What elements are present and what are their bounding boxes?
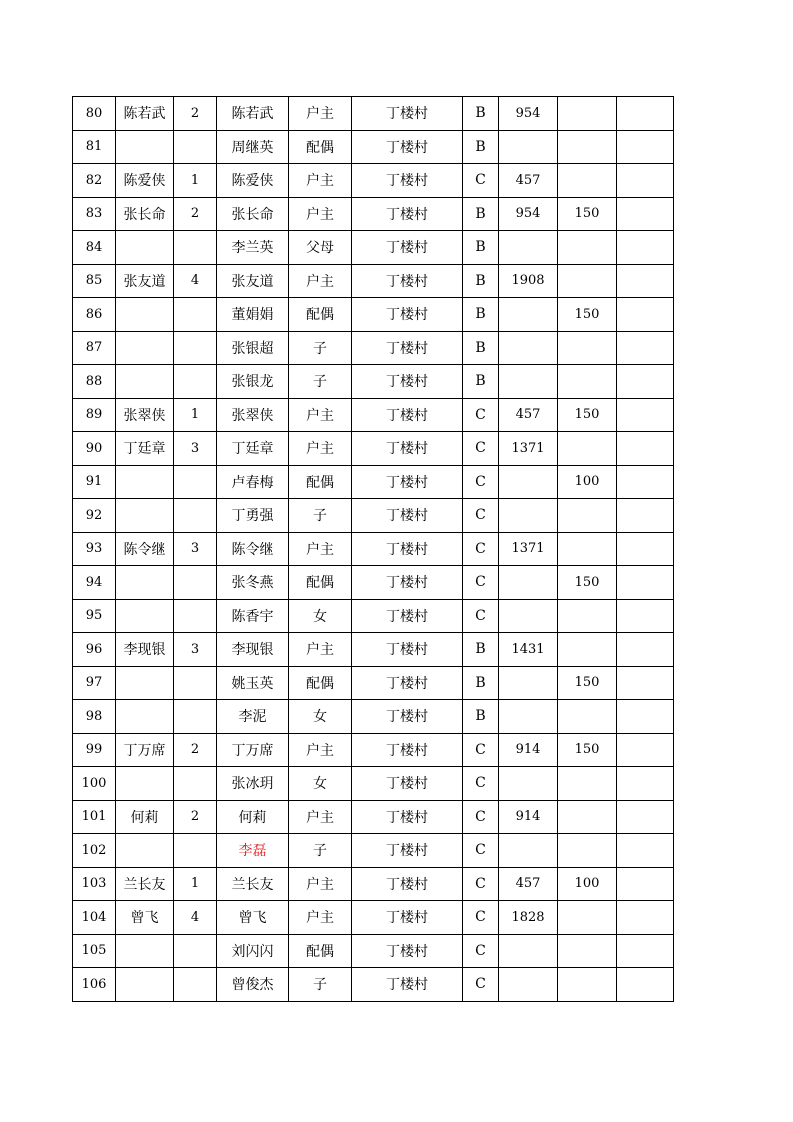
row-number-cell: 89 <box>73 398 116 432</box>
row-number-cell: 82 <box>73 164 116 198</box>
member-name-cell: 李泥 <box>217 700 289 734</box>
member-name-cell: 陈香宇 <box>217 599 289 633</box>
amount-cell: 954 <box>499 97 558 131</box>
grade-cell: C <box>463 599 499 633</box>
amount-cell: 457 <box>499 867 558 901</box>
row-number-cell: 80 <box>73 97 116 131</box>
village-cell: 丁楼村 <box>352 934 463 968</box>
household-head-cell: 张翠侠 <box>116 398 174 432</box>
grade-cell: C <box>463 968 499 1002</box>
relation-cell: 女 <box>289 767 352 801</box>
amount-cell: 1828 <box>499 901 558 935</box>
grade-cell: B <box>463 197 499 231</box>
village-cell: 丁楼村 <box>352 800 463 834</box>
amount-cell <box>499 365 558 399</box>
village-cell: 丁楼村 <box>352 566 463 600</box>
member-name-cell: 陈爱侠 <box>217 164 289 198</box>
note-cell <box>617 934 674 968</box>
extra-amount-cell <box>558 130 617 164</box>
grade-cell: B <box>463 264 499 298</box>
extra-amount-cell <box>558 901 617 935</box>
amount-cell <box>499 599 558 633</box>
village-cell: 丁楼村 <box>352 432 463 466</box>
table-row <box>73 97 674 131</box>
row-number-cell: 99 <box>73 733 116 767</box>
amount-cell: 457 <box>499 398 558 432</box>
household-head-cell <box>116 968 174 1002</box>
household-size-cell: 2 <box>174 733 217 767</box>
table-row <box>73 666 674 700</box>
village-cell: 丁楼村 <box>352 700 463 734</box>
household-head-cell: 张长命 <box>116 197 174 231</box>
relation-cell: 子 <box>289 834 352 868</box>
note-cell <box>617 666 674 700</box>
row-number-cell: 83 <box>73 197 116 231</box>
household-head-cell: 曾飞 <box>116 901 174 935</box>
note-cell <box>617 97 674 131</box>
household-head-cell <box>116 298 174 332</box>
row-number-cell: 94 <box>73 566 116 600</box>
village-cell: 丁楼村 <box>352 532 463 566</box>
village-cell: 丁楼村 <box>352 398 463 432</box>
note-cell <box>617 733 674 767</box>
grade-cell: C <box>463 934 499 968</box>
grade-cell: B <box>463 231 499 265</box>
grade-cell: C <box>463 398 499 432</box>
relation-cell: 子 <box>289 331 352 365</box>
grade-cell: C <box>463 867 499 901</box>
household-head-cell: 陈若武 <box>116 97 174 131</box>
note-cell <box>617 901 674 935</box>
table-row <box>73 532 674 566</box>
household-size-cell <box>174 499 217 533</box>
household-size-cell <box>174 700 217 734</box>
table-row <box>73 733 674 767</box>
member-name-cell: 张银超 <box>217 331 289 365</box>
relation-cell: 子 <box>289 365 352 399</box>
relation-cell: 配偶 <box>289 465 352 499</box>
member-name-cell: 何莉 <box>217 800 289 834</box>
grade-cell: C <box>463 733 499 767</box>
amount-cell <box>499 331 558 365</box>
member-name-cell: 刘闪闪 <box>217 934 289 968</box>
table-row <box>73 767 674 801</box>
row-number-cell: 106 <box>73 968 116 1002</box>
note-cell <box>617 130 674 164</box>
household-head-cell <box>116 834 174 868</box>
row-number-cell: 90 <box>73 432 116 466</box>
relation-cell: 户主 <box>289 800 352 834</box>
relation-cell: 户主 <box>289 432 352 466</box>
household-head-cell: 陈令继 <box>116 532 174 566</box>
household-size-cell <box>174 767 217 801</box>
household-head-cell <box>116 499 174 533</box>
member-name-cell: 李磊 <box>217 834 289 868</box>
relation-cell: 女 <box>289 599 352 633</box>
grade-cell: C <box>463 164 499 198</box>
row-number-cell: 101 <box>73 800 116 834</box>
row-number-cell: 92 <box>73 499 116 533</box>
household-head-cell: 丁万席 <box>116 733 174 767</box>
grade-cell: C <box>463 532 499 566</box>
household-size-cell <box>174 968 217 1002</box>
relation-cell: 户主 <box>289 264 352 298</box>
table-row <box>73 298 674 332</box>
household-size-cell: 4 <box>174 901 217 935</box>
household-head-cell <box>116 130 174 164</box>
table-row <box>73 432 674 466</box>
grade-cell: B <box>463 633 499 667</box>
row-number-cell: 95 <box>73 599 116 633</box>
household-head-cell: 陈爱侠 <box>116 164 174 198</box>
member-name-cell: 丁廷章 <box>217 432 289 466</box>
row-number-cell: 105 <box>73 934 116 968</box>
table-row <box>73 867 674 901</box>
household-size-cell: 3 <box>174 633 217 667</box>
note-cell <box>617 499 674 533</box>
grade-cell: B <box>463 365 499 399</box>
household-size-cell <box>174 365 217 399</box>
row-number-cell: 100 <box>73 767 116 801</box>
extra-amount-cell <box>558 365 617 399</box>
household-head-cell <box>116 566 174 600</box>
table-row <box>73 331 674 365</box>
relation-cell: 配偶 <box>289 566 352 600</box>
amount-cell <box>499 298 558 332</box>
extra-amount-cell <box>558 97 617 131</box>
row-number-cell: 86 <box>73 298 116 332</box>
amount-cell <box>499 499 558 533</box>
member-name-cell: 张翠侠 <box>217 398 289 432</box>
amount-cell <box>499 130 558 164</box>
relation-cell: 子 <box>289 968 352 1002</box>
table-row <box>73 800 674 834</box>
note-cell <box>617 800 674 834</box>
row-number-cell: 93 <box>73 532 116 566</box>
note-cell <box>617 197 674 231</box>
grade-cell: C <box>463 800 499 834</box>
grade-cell: C <box>463 767 499 801</box>
note-cell <box>617 968 674 1002</box>
member-name-cell: 周继英 <box>217 130 289 164</box>
table-row <box>73 499 674 533</box>
village-cell: 丁楼村 <box>352 968 463 1002</box>
row-number-cell: 97 <box>73 666 116 700</box>
extra-amount-cell <box>558 834 617 868</box>
table-row <box>73 231 674 265</box>
grade-cell: C <box>463 566 499 600</box>
relation-cell: 户主 <box>289 97 352 131</box>
household-size-cell <box>174 130 217 164</box>
member-name-cell: 张友道 <box>217 264 289 298</box>
extra-amount-cell <box>558 968 617 1002</box>
roster-table <box>72 96 674 1002</box>
row-number-cell: 85 <box>73 264 116 298</box>
note-cell <box>617 633 674 667</box>
village-cell: 丁楼村 <box>352 197 463 231</box>
extra-amount-cell <box>558 331 617 365</box>
household-size-cell <box>174 231 217 265</box>
household-size-cell: 3 <box>174 432 217 466</box>
household-head-cell <box>116 331 174 365</box>
table-row <box>73 164 674 198</box>
amount-cell <box>499 934 558 968</box>
row-number-cell: 103 <box>73 867 116 901</box>
grade-cell: B <box>463 331 499 365</box>
household-head-cell: 何莉 <box>116 800 174 834</box>
household-size-cell <box>174 666 217 700</box>
village-cell: 丁楼村 <box>352 130 463 164</box>
relation-cell: 子 <box>289 499 352 533</box>
table-row <box>73 901 674 935</box>
grade-cell: B <box>463 700 499 734</box>
village-cell: 丁楼村 <box>352 767 463 801</box>
member-name-cell: 丁勇强 <box>217 499 289 533</box>
grade-cell: C <box>463 432 499 466</box>
amount-cell <box>499 767 558 801</box>
village-cell: 丁楼村 <box>352 298 463 332</box>
amount-cell <box>499 566 558 600</box>
village-cell: 丁楼村 <box>352 633 463 667</box>
note-cell <box>617 432 674 466</box>
amount-cell: 954 <box>499 197 558 231</box>
table-row <box>73 700 674 734</box>
table-row <box>73 633 674 667</box>
relation-cell: 户主 <box>289 532 352 566</box>
table-row <box>73 599 674 633</box>
table-row <box>73 130 674 164</box>
member-name-cell: 曾飞 <box>217 901 289 935</box>
amount-cell: 914 <box>499 800 558 834</box>
grade-cell: B <box>463 130 499 164</box>
household-head-cell <box>116 465 174 499</box>
row-number-cell: 88 <box>73 365 116 399</box>
amount-cell <box>499 231 558 265</box>
note-cell <box>617 365 674 399</box>
relation-cell: 配偶 <box>289 934 352 968</box>
household-size-cell <box>174 834 217 868</box>
note-cell <box>617 566 674 600</box>
extra-amount-cell <box>558 700 617 734</box>
household-size-cell: 2 <box>174 97 217 131</box>
row-number-cell: 91 <box>73 465 116 499</box>
amount-cell <box>499 968 558 1002</box>
table-row <box>73 934 674 968</box>
village-cell: 丁楼村 <box>352 365 463 399</box>
village-cell: 丁楼村 <box>352 331 463 365</box>
extra-amount-cell <box>558 599 617 633</box>
extra-amount-cell: 100 <box>558 465 617 499</box>
household-head-cell <box>116 700 174 734</box>
household-head-cell <box>116 934 174 968</box>
amount-cell: 1908 <box>499 264 558 298</box>
extra-amount-cell <box>558 633 617 667</box>
row-number-cell: 98 <box>73 700 116 734</box>
member-name-cell: 李兰英 <box>217 231 289 265</box>
household-size-cell: 1 <box>174 164 217 198</box>
table-row <box>73 465 674 499</box>
village-cell: 丁楼村 <box>352 264 463 298</box>
village-cell: 丁楼村 <box>352 499 463 533</box>
table-row <box>73 398 674 432</box>
relation-cell: 户主 <box>289 633 352 667</box>
note-cell <box>617 298 674 332</box>
village-cell: 丁楼村 <box>352 666 463 700</box>
extra-amount-cell <box>558 934 617 968</box>
member-name-cell: 丁万席 <box>217 733 289 767</box>
amount-cell: 1371 <box>499 432 558 466</box>
grade-cell: C <box>463 499 499 533</box>
amount-cell <box>499 465 558 499</box>
member-name-cell: 张冬燕 <box>217 566 289 600</box>
row-number-cell: 96 <box>73 633 116 667</box>
extra-amount-cell <box>558 164 617 198</box>
extra-amount-cell: 150 <box>558 398 617 432</box>
member-name-cell: 曾俊杰 <box>217 968 289 1002</box>
relation-cell: 配偶 <box>289 666 352 700</box>
household-head-cell <box>116 231 174 265</box>
household-size-cell <box>174 599 217 633</box>
household-size-cell <box>174 465 217 499</box>
extra-amount-cell <box>558 499 617 533</box>
note-cell <box>617 164 674 198</box>
note-cell <box>617 834 674 868</box>
member-name-cell: 卢春梅 <box>217 465 289 499</box>
household-head-cell: 兰长友 <box>116 867 174 901</box>
village-cell: 丁楼村 <box>352 867 463 901</box>
household-size-cell <box>174 934 217 968</box>
household-head-cell <box>116 599 174 633</box>
extra-amount-cell <box>558 767 617 801</box>
household-size-cell: 1 <box>174 867 217 901</box>
relation-cell: 户主 <box>289 733 352 767</box>
relation-cell: 户主 <box>289 867 352 901</box>
village-cell: 丁楼村 <box>352 231 463 265</box>
note-cell <box>617 331 674 365</box>
village-cell: 丁楼村 <box>352 901 463 935</box>
roster-body <box>73 97 674 1002</box>
relation-cell: 户主 <box>289 901 352 935</box>
table-row <box>73 365 674 399</box>
note-cell <box>617 231 674 265</box>
grade-cell: C <box>463 901 499 935</box>
row-number-cell: 87 <box>73 331 116 365</box>
table-row <box>73 834 674 868</box>
note-cell <box>617 700 674 734</box>
note-cell <box>617 532 674 566</box>
household-head-cell <box>116 767 174 801</box>
extra-amount-cell <box>558 532 617 566</box>
amount-cell <box>499 666 558 700</box>
extra-amount-cell: 150 <box>558 298 617 332</box>
household-size-cell <box>174 298 217 332</box>
relation-cell: 户主 <box>289 164 352 198</box>
household-size-cell: 2 <box>174 197 217 231</box>
grade-cell: C <box>463 465 499 499</box>
member-name-cell: 张银龙 <box>217 365 289 399</box>
note-cell <box>617 867 674 901</box>
row-number-cell: 81 <box>73 130 116 164</box>
note-cell <box>617 767 674 801</box>
amount-cell: 1431 <box>499 633 558 667</box>
table-row <box>73 566 674 600</box>
member-name-cell: 陈若武 <box>217 97 289 131</box>
amount-cell <box>499 834 558 868</box>
grade-cell: B <box>463 97 499 131</box>
household-size-cell: 3 <box>174 532 217 566</box>
household-head-cell: 张友道 <box>116 264 174 298</box>
household-head-cell: 丁廷章 <box>116 432 174 466</box>
household-head-cell <box>116 666 174 700</box>
amount-cell: 1371 <box>499 532 558 566</box>
row-number-cell: 104 <box>73 901 116 935</box>
extra-amount-cell <box>558 432 617 466</box>
extra-amount-cell: 150 <box>558 566 617 600</box>
village-cell: 丁楼村 <box>352 97 463 131</box>
extra-amount-cell <box>558 800 617 834</box>
household-size-cell <box>174 331 217 365</box>
household-size-cell: 1 <box>174 398 217 432</box>
table-row <box>73 968 674 1002</box>
member-name-cell: 陈令继 <box>217 532 289 566</box>
grade-cell: B <box>463 666 499 700</box>
relation-cell: 父母 <box>289 231 352 265</box>
member-name-cell: 兰长友 <box>217 867 289 901</box>
grade-cell: B <box>463 298 499 332</box>
row-number-cell: 84 <box>73 231 116 265</box>
village-cell: 丁楼村 <box>352 834 463 868</box>
relation-cell: 户主 <box>289 398 352 432</box>
note-cell <box>617 599 674 633</box>
village-cell: 丁楼村 <box>352 164 463 198</box>
amount-cell <box>499 700 558 734</box>
household-size-cell: 4 <box>174 264 217 298</box>
household-size-cell: 2 <box>174 800 217 834</box>
member-name-cell: 董娟娟 <box>217 298 289 332</box>
member-name-cell: 李现银 <box>217 633 289 667</box>
extra-amount-cell: 150 <box>558 666 617 700</box>
member-name-cell: 姚玉英 <box>217 666 289 700</box>
household-head-cell <box>116 365 174 399</box>
note-cell <box>617 264 674 298</box>
amount-cell: 914 <box>499 733 558 767</box>
village-cell: 丁楼村 <box>352 465 463 499</box>
note-cell <box>617 398 674 432</box>
table-row <box>73 264 674 298</box>
relation-cell: 女 <box>289 700 352 734</box>
extra-amount-cell <box>558 264 617 298</box>
village-cell: 丁楼村 <box>352 599 463 633</box>
member-name-cell: 张长命 <box>217 197 289 231</box>
grade-cell: C <box>463 834 499 868</box>
member-name-cell: 张冰玥 <box>217 767 289 801</box>
extra-amount-cell: 150 <box>558 197 617 231</box>
row-number-cell: 102 <box>73 834 116 868</box>
extra-amount-cell: 100 <box>558 867 617 901</box>
extra-amount-cell <box>558 231 617 265</box>
household-head-cell: 李现银 <box>116 633 174 667</box>
relation-cell: 户主 <box>289 197 352 231</box>
village-cell: 丁楼村 <box>352 733 463 767</box>
extra-amount-cell: 150 <box>558 733 617 767</box>
relation-cell: 配偶 <box>289 130 352 164</box>
table-row <box>73 197 674 231</box>
amount-cell: 457 <box>499 164 558 198</box>
relation-cell: 配偶 <box>289 298 352 332</box>
note-cell <box>617 465 674 499</box>
household-size-cell <box>174 566 217 600</box>
